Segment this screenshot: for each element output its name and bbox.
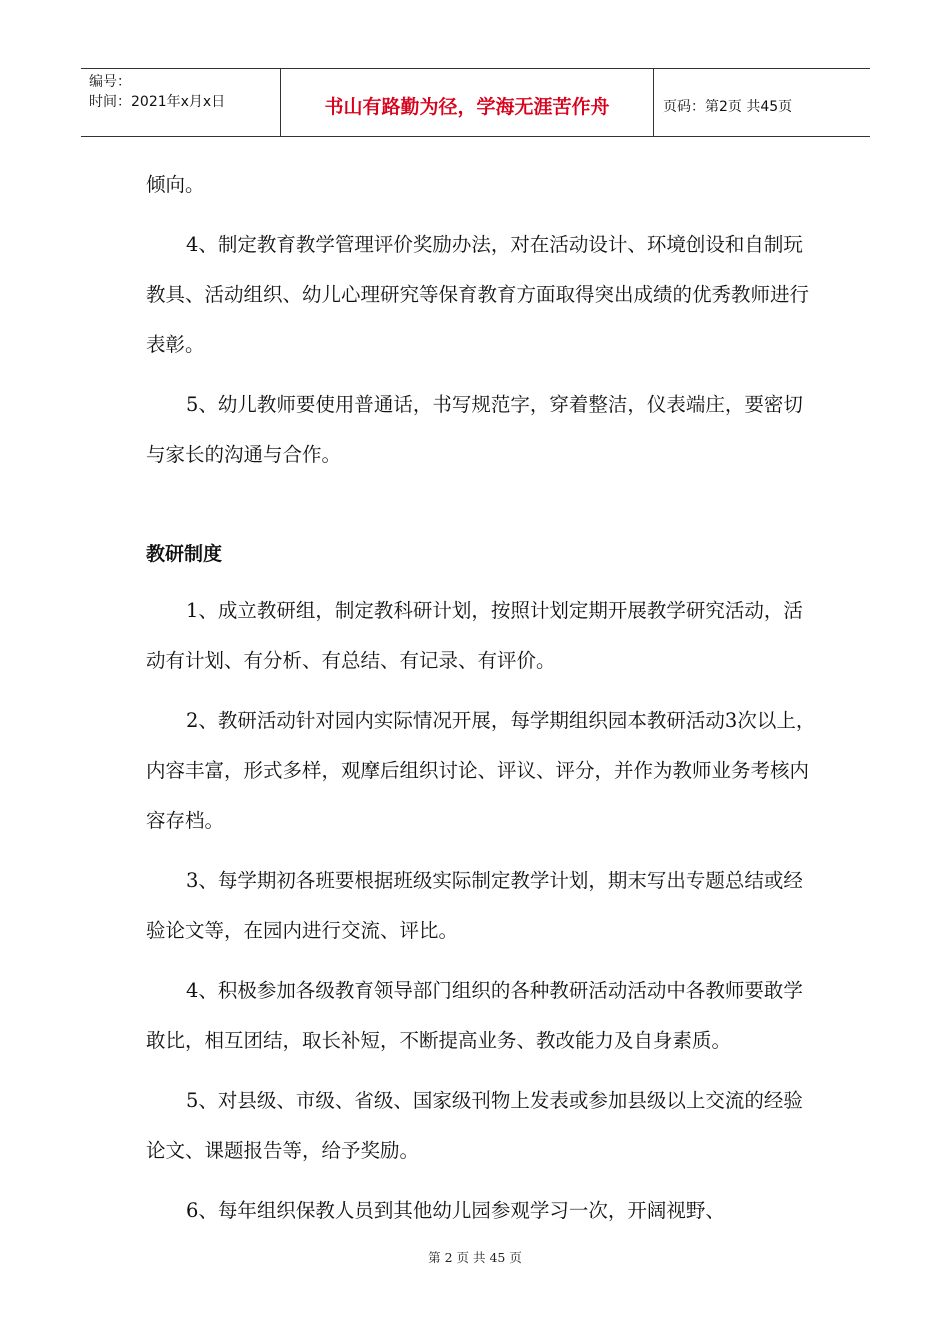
header-motto: 书山有路勤为径，学海无涯苦作舟 bbox=[281, 69, 654, 136]
page-header bbox=[81, 68, 870, 137]
paragraph: 3、每学期初各班要根据班级实际制定教学计划，期末写出专题总结或经验论文等，在园内进行交流、评比。 bbox=[146, 869, 803, 942]
paragraph: 2、教研活动针对园内实际情况开展，每学期组织园本教研活动3次以上，内容丰富，形式多样，观摩后组织讨论、评议、评分，并作为教师业务考核内容存档。 bbox=[146, 709, 816, 832]
page-footer: 第 2 页 共 45 页 bbox=[428, 1250, 522, 1265]
paragraph: 4、制定教育教学管理评价奖励办法，对在活动设计、环境创设和自制玩教具、活动组织、幼儿心理研究等保育教育方面取得突出成绩的优秀教师进行表彰。 bbox=[146, 233, 810, 356]
paragraph: 5、对县级、市级、省级、国家级刊物上发表或参加县级以上交流的经验论文、课题报告等，给予奖励。 bbox=[146, 1089, 803, 1162]
section-heading: 教研制度 bbox=[146, 543, 223, 565]
header-page-info: 页码：第2页 共45页 bbox=[663, 98, 793, 115]
number-label: 编号： bbox=[89, 74, 131, 90]
paragraph: 6、每年组织保教人员到其他幼儿园参观学习一次，开阔视野、 bbox=[186, 1199, 725, 1222]
document-body bbox=[146, 160, 820, 1246]
paragraph: 4、积极参加各级教育领导部门组织的各种教研活动活动中各教师要敢学敢比，相互团结，取长补短，不断提高业务、教改能力及自身素质。 bbox=[146, 979, 803, 1052]
paragraph: 5、幼儿教师要使用普通话，书写规范字，穿着整洁，仪表端庄，要密切与家长的沟通与合作。 bbox=[146, 393, 803, 466]
section-gap bbox=[146, 490, 820, 528]
header-meta-cell bbox=[81, 69, 281, 136]
paragraph: 倾向。 bbox=[146, 173, 205, 196]
time-label: 时间：2021年x月x日 bbox=[89, 94, 226, 110]
paragraph: 1、成立教研组，制定教科研计划，按照计划定期开展教学研究活动，活动有计划、有分析、有总结、有记录、有评价。 bbox=[146, 599, 803, 672]
